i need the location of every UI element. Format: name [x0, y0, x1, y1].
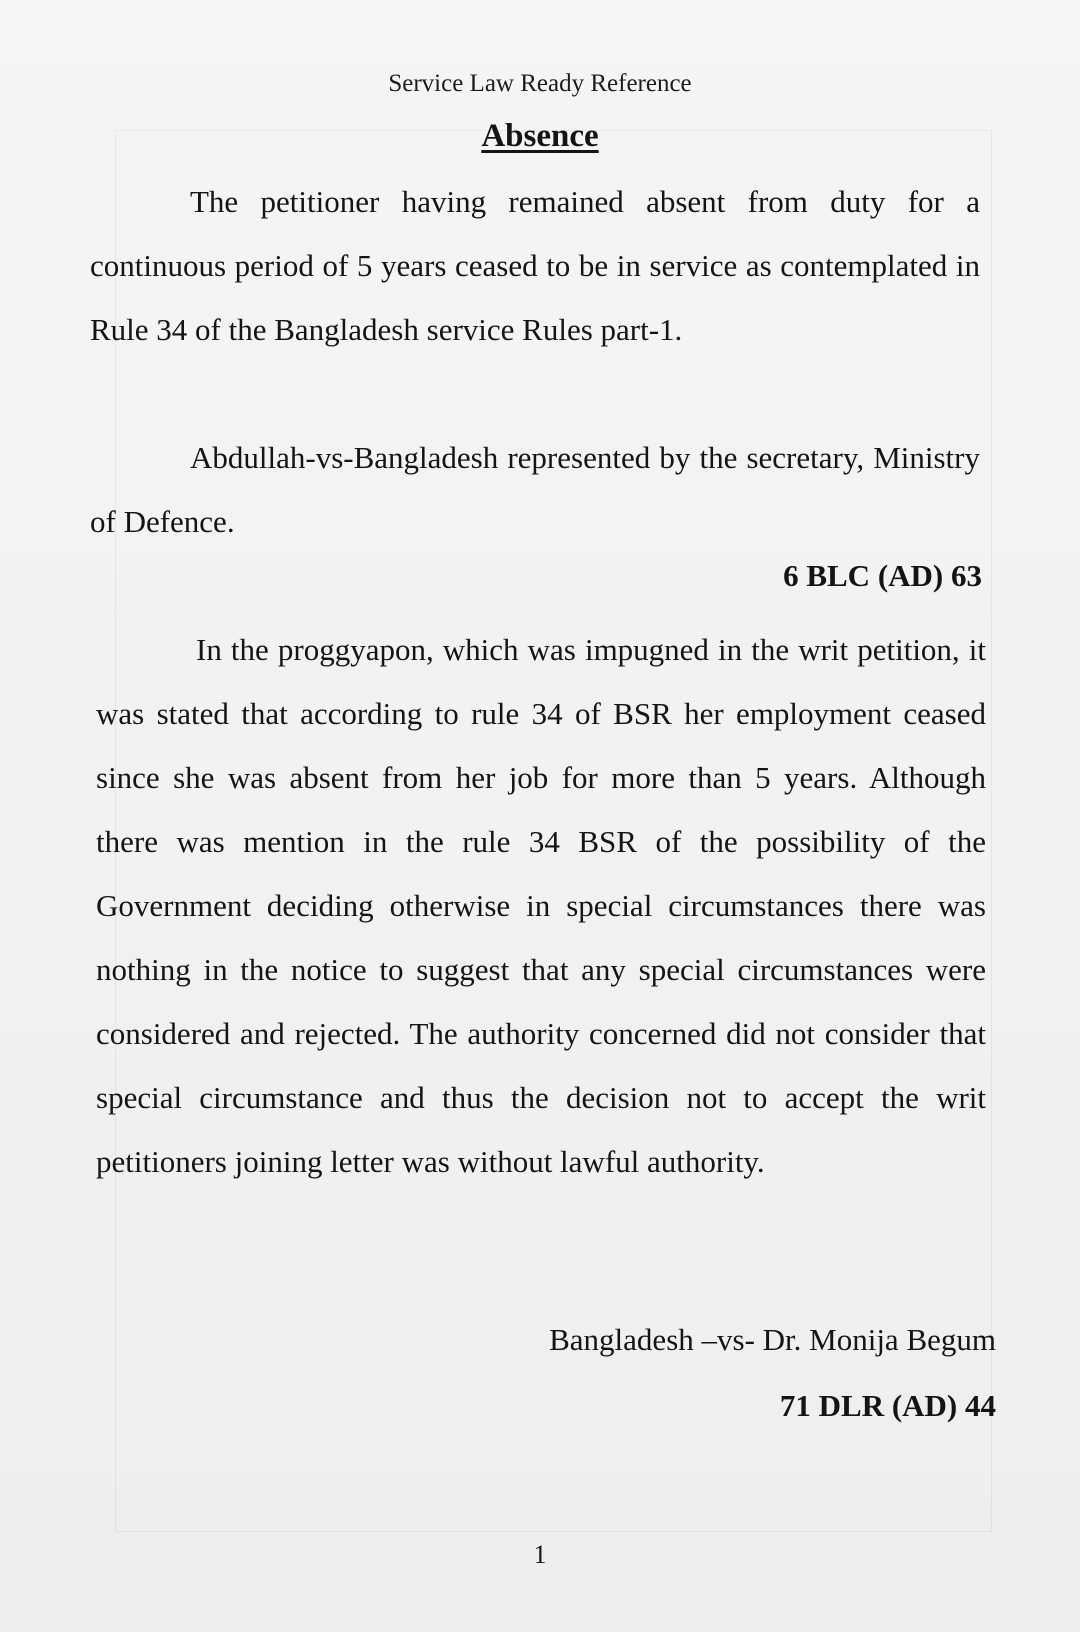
paragraph-case-name: Abdullah-vs-Bangladesh represented by the secretary, Ministry of Defence. [90, 440, 980, 539]
section-title: Absence [481, 118, 599, 154]
citation-2: 71 DLR (AD) 44 [779, 1388, 996, 1423]
citation-1: 6 BLC (AD) 63 [783, 558, 982, 593]
paragraph-facts: In the proggyapon, which was impugned in the writ petition, it was stated that according to rule 34 of BSR her employment ceased since she was absent from her job for more than 5 years. Although there was mention in the rule 34 BSR of the possibility of the Government deciding otherwise in special circumstances there was nothing in the notice to suggest that any special circumstances were considered and rejected. The authority concerned did not consider that special circumstance and thus the decision not to accept the writ petitioners joining letter was without lawful authority. [96, 632, 986, 1179]
paragraph-holding: The petitioner having remained absent from duty for a continuous period of 5 years ceased to be in service as contemplated in Rule 34 of the Bangladesh service Rules part-1. [90, 184, 980, 347]
page-number: 1 [533, 1540, 547, 1569]
case-name-2: Bangladesh –vs- Dr. Monija Begum [549, 1322, 996, 1357]
running-header: Service Law Ready Reference [388, 70, 692, 97]
